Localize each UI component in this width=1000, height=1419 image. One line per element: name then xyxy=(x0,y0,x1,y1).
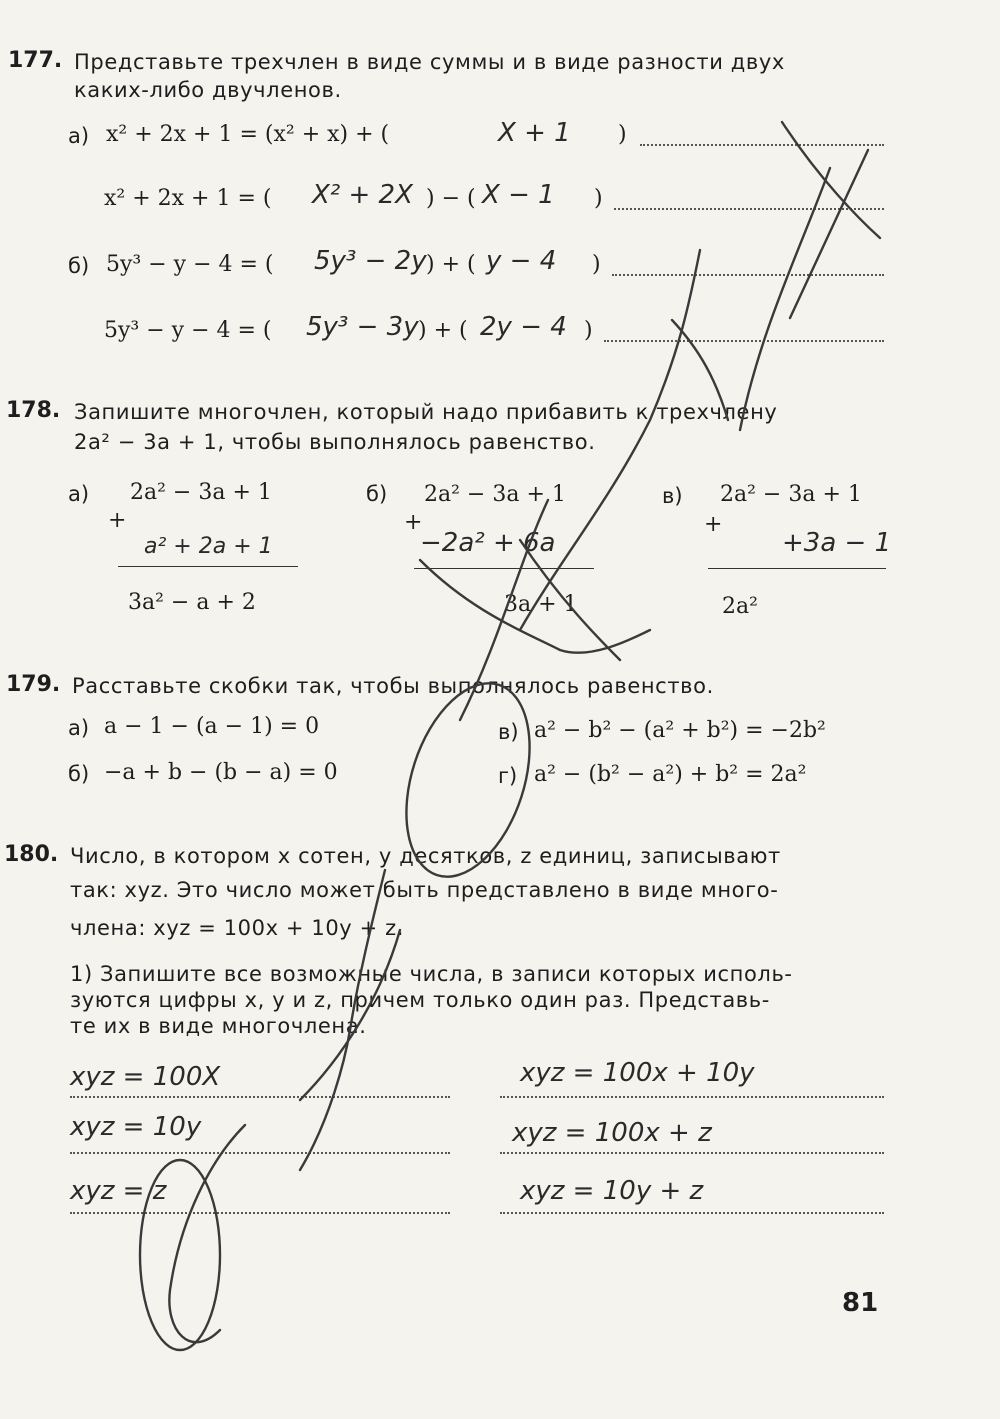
problem-179-a-label: а) xyxy=(68,716,90,740)
problem-177-b-diff-handwritten1: 5y³ − 3y xyxy=(306,312,419,342)
problem-177-b-sum-close: ) xyxy=(592,252,601,277)
problem-177-b-label: б) xyxy=(68,254,90,278)
problem-178-text-line2: 2a² − 3a + 1, чтобы выполнялось равенство. xyxy=(74,430,596,454)
answer-dotted-line xyxy=(614,208,884,210)
problem-178-c-plus: + xyxy=(704,512,723,537)
problem-180-text-line2: так: xyz. Это число может быть представлено в виде много- xyxy=(70,878,779,902)
problem-177-b-sum-expr: 5y³ − y − 4 = ( xyxy=(106,252,274,277)
answer-dotted-line xyxy=(500,1152,884,1154)
sum-line xyxy=(118,566,298,567)
answer-dotted-line xyxy=(500,1212,884,1214)
problem-179-b-label: б) xyxy=(68,762,90,786)
answer-dotted-line xyxy=(70,1212,450,1214)
problem-178-text-line1: Запишите многочлен, который надо прибавить к трехчлену xyxy=(74,400,778,424)
problem-180-task-line3: те их в виде многочлена. xyxy=(70,1014,367,1038)
problem-179-b-expr: −a + b − (b − a) = 0 xyxy=(104,760,338,785)
problem-179-number: 179. xyxy=(6,672,61,697)
problem-178-c-label: в) xyxy=(662,484,683,508)
problem-177-b-diff-expr: 5y³ − y − 4 = ( xyxy=(104,318,272,343)
problem-178-a-top: 2a² − 3a + 1 xyxy=(130,480,272,505)
problem-177-b-diff-mid: ) + ( xyxy=(418,318,468,343)
answer-right-2: xyz = 100x + z xyxy=(512,1118,712,1148)
problem-178-b-plus: + xyxy=(404,510,423,535)
problem-177-a-diff-expr: x² + 2x + 1 = ( xyxy=(104,186,272,211)
problem-179-c-label: в) xyxy=(498,720,519,744)
answer-right-3: xyz = 10y + z xyxy=(520,1176,704,1206)
sum-line xyxy=(414,568,594,569)
problem-178-c-result: 2a² xyxy=(722,594,758,619)
answer-left-3: xyz = z xyxy=(70,1176,167,1206)
problem-180-text-line1: Число, в котором x сотен, y десятков, z единиц, записывают xyxy=(70,844,781,868)
answer-left-2: xyz = 10y xyxy=(70,1112,202,1142)
problem-180-task-line1: 1) Запишите все возможные числа, в записи которых исполь- xyxy=(70,962,793,986)
problem-177-b-sum-mid: ) + ( xyxy=(426,252,476,277)
problem-178-a-result: 3a² − a + 2 xyxy=(128,590,256,615)
answer-dotted-line xyxy=(70,1096,450,1098)
problem-180-text-line3: члена: xyz = 100x + 10y + z. xyxy=(70,916,404,940)
answer-dotted-line xyxy=(500,1096,884,1098)
problem-178-b-handwritten: −2a² + 6a xyxy=(420,528,556,558)
problem-178-b-result: 3a + 1 xyxy=(504,592,578,617)
problem-178-b-top: 2a² − 3a + 1 xyxy=(424,482,566,507)
problem-179-d-label: г) xyxy=(498,764,518,788)
page-number: 81 xyxy=(842,1288,879,1318)
problem-177-b-sum-handwritten1: 5y³ − 2y xyxy=(314,246,427,276)
problem-178-c-top: 2a² − 3a + 1 xyxy=(720,482,862,507)
scribble-stroke xyxy=(169,1125,245,1342)
answer-left-1: xyz = 100X xyxy=(70,1062,221,1092)
problem-178-b-label: б) xyxy=(366,482,388,506)
problem-179-text: Расставьте скобки так, чтобы выполнялось равенство. xyxy=(72,674,714,698)
problem-177-a-diff-handwritten1: X² + 2X xyxy=(312,180,413,210)
problem-178-a-handwritten: a² + 2a + 1 xyxy=(144,534,273,559)
problem-177-a-label: а) xyxy=(68,124,90,148)
problem-177-a-sum-handwritten: X + 1 xyxy=(498,118,571,148)
answer-dotted-line xyxy=(70,1152,450,1154)
answer-dotted-line xyxy=(604,340,884,342)
problem-177-number: 177. xyxy=(8,48,63,73)
problem-178-a-label: а) xyxy=(68,482,90,506)
answer-dotted-line xyxy=(640,144,884,146)
answer-dotted-line xyxy=(612,274,884,276)
scribble-stroke xyxy=(782,122,880,238)
problem-177-text-line1: Представьте трехчлен в виде суммы и в виде разности двух xyxy=(74,50,785,74)
scribble-stroke xyxy=(790,150,868,318)
problem-177-a-diff-handwritten2: X − 1 xyxy=(482,180,555,210)
problem-177-b-diff-handwritten2: 2y − 4 xyxy=(480,312,567,342)
problem-178-c-handwritten: +3a − 1 xyxy=(782,528,892,558)
problem-177-b-sum-handwritten2: y − 4 xyxy=(486,246,557,276)
problem-179-a-expr: a − 1 − (a − 1) = 0 xyxy=(104,714,320,739)
problem-178-number: 178. xyxy=(6,398,61,423)
sum-line xyxy=(708,568,886,569)
problem-180-number: 180. xyxy=(4,842,59,867)
problem-177-a-sum-expr: x² + 2x + 1 = (x² + x) + ( xyxy=(106,122,390,147)
problem-177-a-sum-close: ) xyxy=(618,122,627,147)
problem-177-b-diff-close: ) xyxy=(584,318,593,343)
problem-177-a-diff-mid: ) − ( xyxy=(426,186,476,211)
problem-179-c-expr: a² − b² − (a² + b²) = −2b² xyxy=(534,718,826,743)
answer-right-1: xyz = 100x + 10y xyxy=(520,1058,755,1088)
problem-177-text-line2: каких-либо двучленов. xyxy=(74,78,342,102)
problem-178-a-plus: + xyxy=(108,508,127,533)
problem-179-d-expr: a² − (b² − a²) + b² = 2a² xyxy=(534,762,807,787)
problem-180-task-line2: зуются цифры x, y и z, причем только один раз. Представь- xyxy=(70,988,770,1012)
problem-177-a-diff-close: ) xyxy=(594,186,603,211)
